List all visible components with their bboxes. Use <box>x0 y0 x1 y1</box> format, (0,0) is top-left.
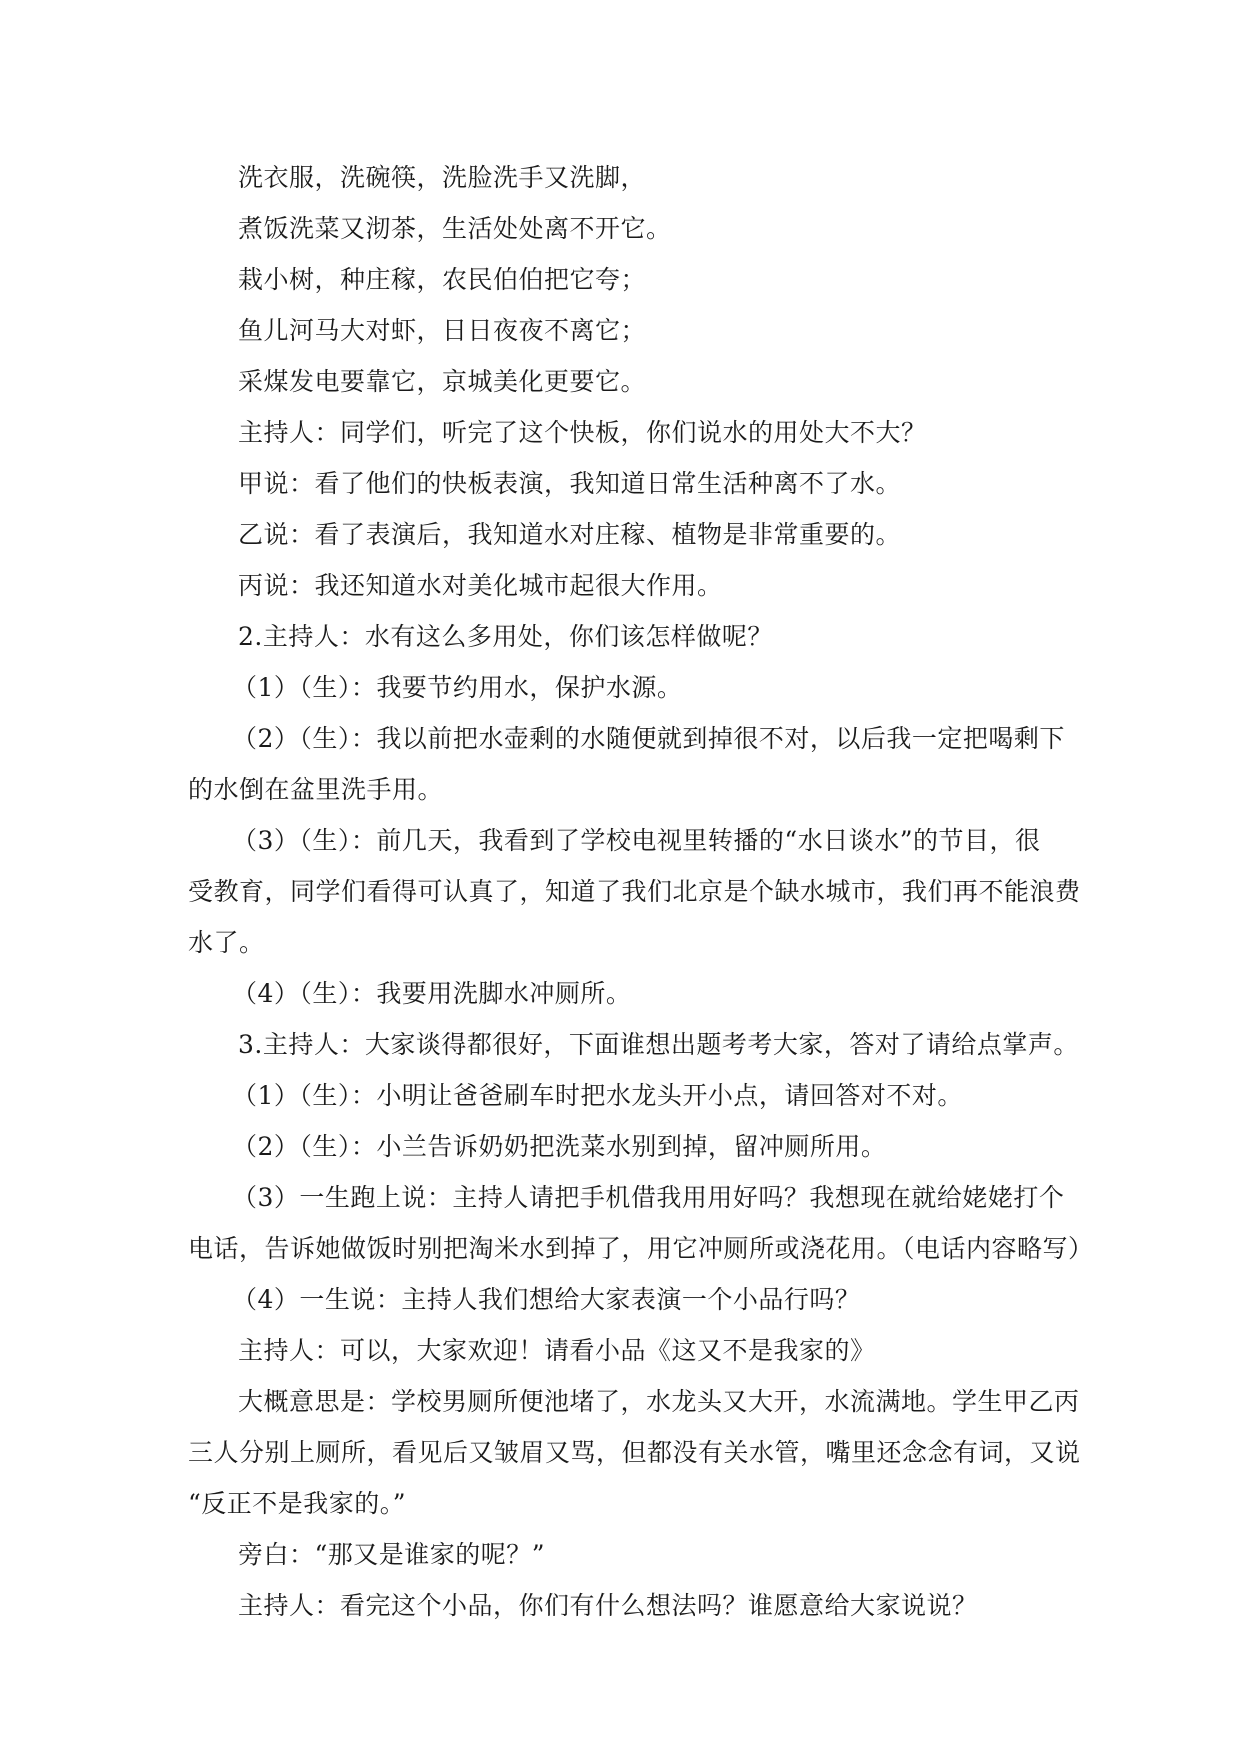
text-line: （1）（生）：小明让爸爸刷车时把水龙头开小点，请回答对不对。 <box>232 1081 963 1110</box>
text-line: （1）（生）：我要节约用水，保护水源。 <box>232 673 683 702</box>
text-line: “反正不是我家的。” <box>188 1489 407 1518</box>
text-line: （3）一生跑上说：主持人请把手机借我用用好吗？我想现在就给姥姥打个 <box>232 1183 1065 1212</box>
text-line: （4）一生说：主持人我们想给大家表演一个小品行吗？ <box>232 1285 861 1314</box>
text-line: 主持人：可以，大家欢迎！请看小品《这又不是我家的》 <box>238 1336 876 1365</box>
text-line: 水了。 <box>188 928 265 957</box>
text-line: 的水倒在盆里洗手用。 <box>188 775 444 804</box>
text-line: 主持人：同学们，听完了这个快板，你们说水的用处大不大？ <box>238 418 927 447</box>
text-line: （3）（生）：前几天，我看到了学校电视里转播的“水日谈水”的节目，很 <box>232 826 1041 855</box>
document-page <box>188 152 1094 1631</box>
text-line: 洗衣服，洗碗筷，洗脸洗手又洗脚， <box>238 163 647 192</box>
text-line: 乙说：看了表演后，我知道水对庄稼、植物是非常重要的。 <box>238 520 902 549</box>
text-line: 2.主持人：水有这么多用处，你们该怎样做呢？ <box>238 622 773 651</box>
text-line: 采煤发电要靠它，京城美化更要它。 <box>238 367 647 396</box>
text-line: 煮饭洗菜又沏茶，生活处处离不开它。 <box>238 214 672 243</box>
text-line: 丙说：我还知道水对美化城市起很大作用。 <box>238 571 723 600</box>
text-line: 大概意思是：学校男厕所便池堵了，水龙头又大开，水流满地。学生甲乙丙 <box>238 1387 1080 1416</box>
text-line: （2）（生）：我以前把水壶剩的水随便就到掉很不对，以后我一定把喝剩下 <box>232 724 1065 753</box>
text-line: （2）（生）：小兰告诉奶奶把洗菜水别到掉，留冲厕所用。 <box>232 1132 887 1161</box>
text-line: 鱼儿河马大对虾，日日夜夜不离它； <box>238 316 647 345</box>
text-line: 受教育，同学们看得可认真了，知道了我们北京是个缺水城市，我们再不能浪费 <box>188 877 1081 906</box>
text-line: 甲说：看了他们的快板表演，我知道日常生活种离不了水。 <box>238 469 902 498</box>
text-line: 旁白：“那又是谁家的呢？” <box>238 1540 546 1569</box>
text-line: 栽小树，种庄稼，农民伯伯把它夸； <box>238 265 647 294</box>
text-line: 主持人：看完这个小品，你们有什么想法吗？谁愿意给大家说说？ <box>238 1591 978 1620</box>
text-line: 3.主持人：大家谈得都很好，下面谁想出题考考大家，答对了请给点掌声。 <box>238 1030 1079 1059</box>
text-line: 电话，告诉她做饭时别把淘米水到掉了，用它冲厕所或浇花用。（电话内容略写） <box>188 1234 1094 1263</box>
text-line: 三人分别上厕所，看见后又皱眉又骂，但都没有关水管，嘴里还念念有词，又说 <box>188 1438 1081 1467</box>
text-line: （4）（生）：我要用洗脚水冲厕所。 <box>232 979 632 1008</box>
